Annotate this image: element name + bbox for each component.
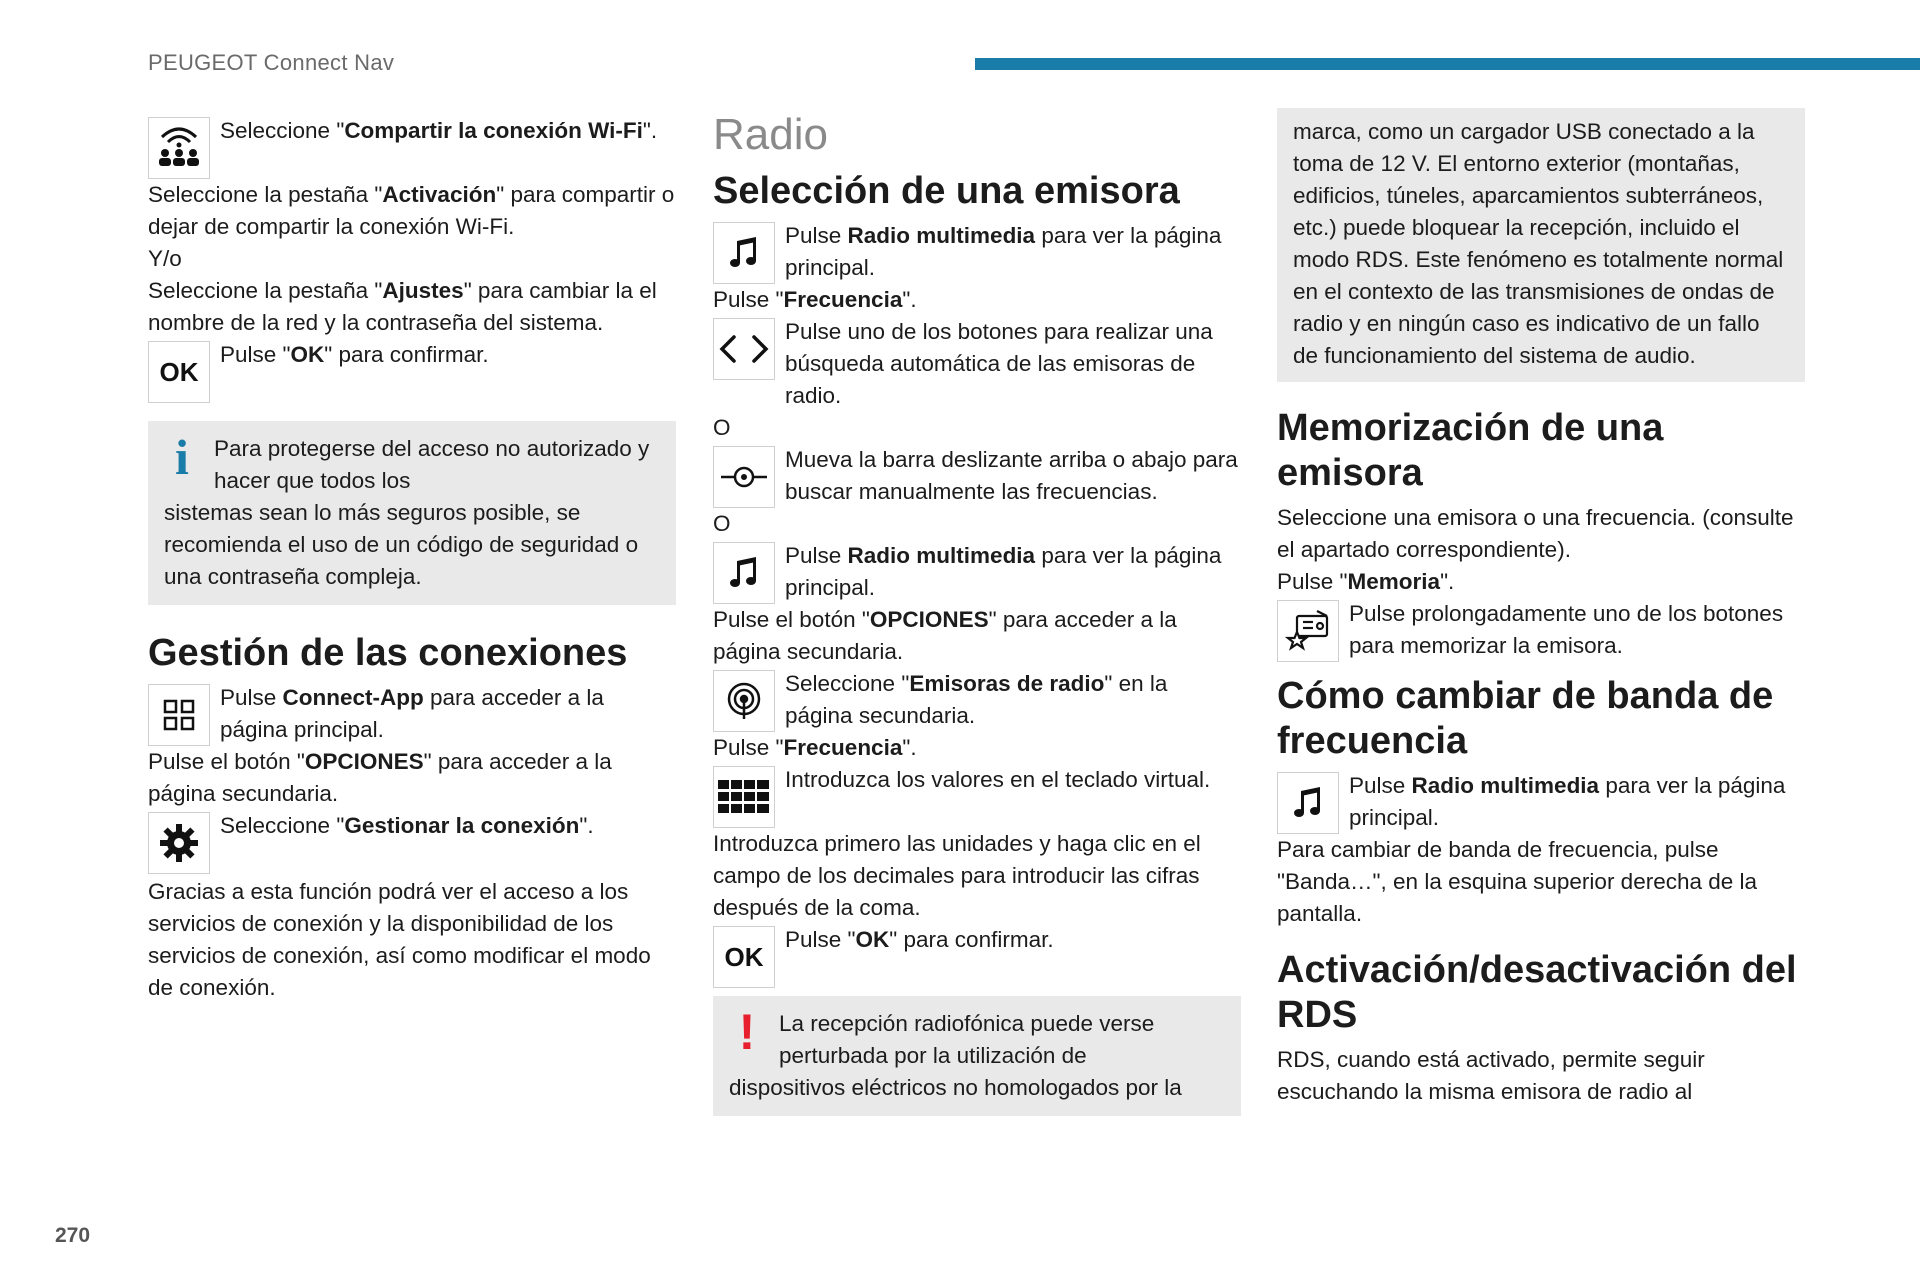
options-text-middle: Pulse el botón "OPCIONES" para acceder a la página secundaria.: [713, 607, 1177, 664]
grid-apps-icon: [148, 684, 210, 746]
radio-step-2-text: Pulse Radio multimedia para ver la página principal.: [785, 543, 1222, 600]
section-title-memorize: Memorización de una emisora: [1277, 407, 1664, 494]
warning-continued-text: marca, como un cargador USB conectado a la toma de 12 V. El entorno exterior (montañas, edificios, túneles, aparcamientos subterráneos, etc.) puede bloquear la recepción, incluido el modo RDS. Este fenómeno es totalmente normal en el contexto de las transmisiones de ondas de radio y en ningún caso es indicativo de un fallo de funcionamiento del sistema de audio.: [1293, 119, 1784, 368]
frequency-text-1: Pulse "Frecuencia".: [713, 287, 917, 312]
slider-step: [713, 444, 1241, 508]
manage-step: [148, 810, 676, 874]
section-title-rds: Activación/desactivación del RDS: [1277, 949, 1797, 1036]
info-note-rest: sistemas sean lo más seguros posible, se recomienda el uso de un código de seguridad o una contraseña compleja.: [164, 500, 639, 589]
music-note-icon: [713, 222, 775, 284]
ok-icon: OK: [148, 341, 210, 403]
radio-title: Radio: [713, 110, 828, 159]
units-text: Introduzca primero las unidades y haga clic en el campo de los decimales para introducir las cifras después de la coma.: [713, 831, 1201, 920]
radio-step-2: [713, 540, 1241, 604]
closing-text: Gracias a esta función podrá ver el acceso a los servicios de conexión y la disponibilidad de los servicios de conexión, así como modificar el modo de conexión.: [148, 879, 651, 1000]
info-icon: i: [175, 429, 189, 485]
radio-step-1-text: Pulse Radio multimedia para ver la página principal.: [785, 223, 1222, 280]
ok-step-middle: [713, 924, 1241, 988]
wifi-share-step: [148, 115, 676, 179]
warning-note-rest: dispositivos eléctricos no homologados por la: [729, 1075, 1182, 1100]
radio-step-1: [713, 220, 1241, 284]
connect-app-step: [148, 682, 676, 746]
or-text-1: O: [713, 415, 731, 440]
ok-text: Pulse "OK" para confirmar.: [220, 342, 489, 367]
stations-text: Seleccione "Emisoras de radio" en la página secundaria.: [785, 671, 1168, 728]
column-right: [1277, 115, 1805, 1108]
band-text: Para cambiar de banda de frecuencia, pulse "Banda…", en la esquina superior derecha de la pantalla.: [1277, 837, 1758, 926]
ok-text-middle: Pulse "OK" para confirmar.: [785, 927, 1054, 952]
ok-icon: OK: [713, 926, 775, 988]
memorize-star-icon: [1277, 600, 1339, 662]
auto-search-step: [713, 316, 1241, 412]
slider-icon: [713, 446, 775, 508]
frequency-text-2: Pulse "Frecuencia".: [713, 735, 917, 760]
music-note-icon: [713, 542, 775, 604]
wifi-share-icon: [148, 117, 210, 179]
header-accent-bar: [975, 58, 1920, 70]
memorize-hold-step: [1277, 598, 1805, 662]
band-step: [1277, 770, 1805, 834]
activation-text: Seleccione la pestaña "Activación" para compartir o dejar de compartir la conexión Wi-Fi.: [148, 182, 675, 239]
rds-text: RDS, cuando está activado, permite seguir escuchando la misma emisora de radio al: [1277, 1047, 1705, 1104]
or-text-2: O: [713, 511, 731, 536]
options-text-left: Pulse el botón "OPCIONES" para acceder a la página secundaria.: [148, 749, 612, 806]
wifi-share-text: Seleccione "Compartir la conexión Wi-Fi".: [220, 118, 658, 143]
warning-icon: !: [738, 1004, 756, 1060]
radio-station-icon: [713, 670, 775, 732]
info-note-first: Para protegerse del acceso no autorizado y hacer que todos los: [214, 436, 650, 493]
keypad-step: [713, 764, 1241, 828]
keypad-icon: [713, 766, 775, 828]
stations-step: [713, 668, 1241, 732]
section-title-band: Cómo cambiar de banda de frecuencia: [1277, 675, 1774, 762]
memorize-hold-text: Pulse prolongadamente uno de los botones para memorizar la emisora.: [1349, 601, 1784, 658]
info-note: [148, 421, 676, 605]
section-title-connections: Gestión de las conexiones: [148, 632, 628, 674]
section-title-select-station: Selección de una emisora: [713, 170, 1180, 212]
page-number: 270: [55, 1224, 91, 1247]
warning-note-continued: [1277, 108, 1805, 382]
ok-step: [148, 339, 676, 403]
and-or-text: Y/o: [148, 246, 182, 271]
slider-text: Mueva la barra deslizante arriba o abajo para buscar manualmente las frecuencias.: [785, 447, 1238, 504]
settings-text: Seleccione la pestaña "Ajustes" para cambiar la el nombre de la red y la contraseña del sistema.: [148, 278, 657, 335]
column-middle: [713, 110, 1241, 1116]
memorize-select-text: Seleccione una emisora o una frecuencia. (consulte el apartado correspondiente).: [1277, 505, 1794, 562]
music-note-icon: [1277, 772, 1339, 834]
header-title: PEUGEOT Connect Nav: [148, 50, 395, 75]
keypad-text: Introduzca los valores en el teclado virtual.: [785, 767, 1211, 792]
arrows-icon: [713, 318, 775, 380]
warning-note: [713, 996, 1241, 1116]
auto-search-text: Pulse uno de los botones para realizar una búsqueda automática de las emisoras de radio.: [785, 319, 1213, 408]
memorize-press-text: Pulse "Memoria".: [1277, 569, 1455, 594]
band-step-text: Pulse Radio multimedia para ver la página principal.: [1349, 773, 1786, 830]
connect-app-text: Pulse Connect-App para acceder a la página principal.: [220, 685, 604, 742]
column-left: [148, 115, 676, 1004]
gear-icon: [148, 812, 210, 874]
manage-text: Seleccione "Gestionar la conexión".: [220, 813, 594, 838]
warning-note-first: La recepción radiofónica puede verse perturbada por la utilización de: [779, 1011, 1155, 1068]
